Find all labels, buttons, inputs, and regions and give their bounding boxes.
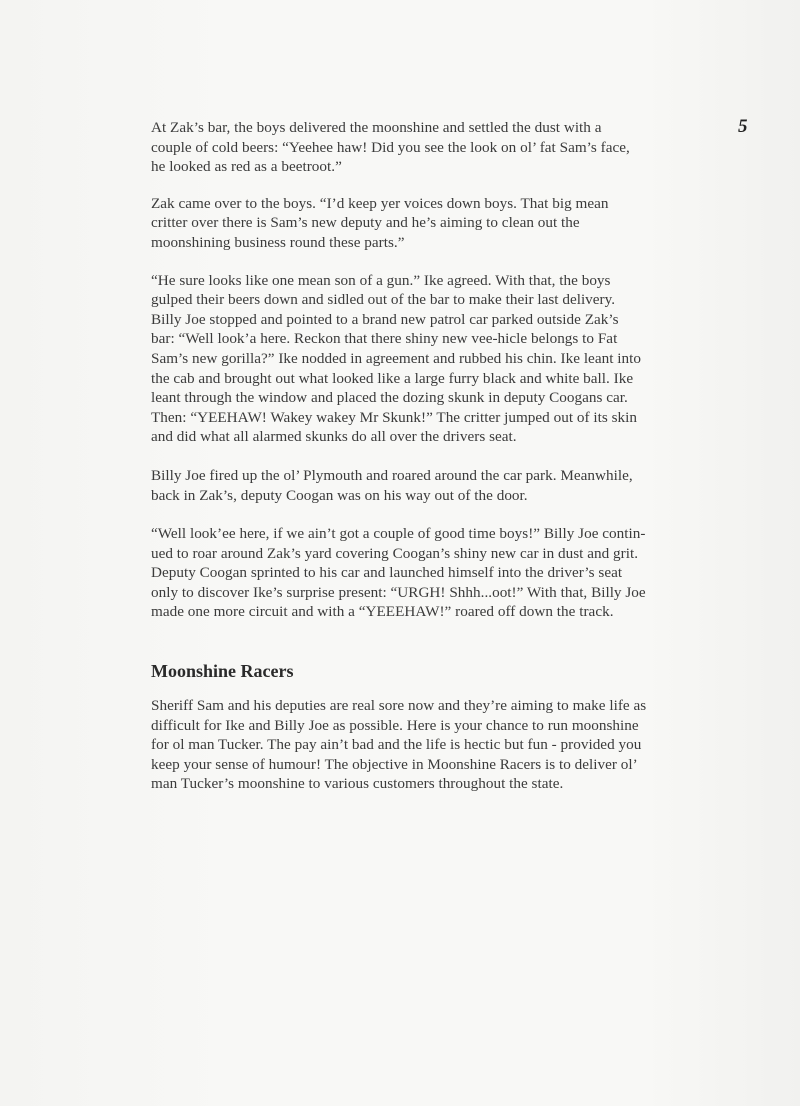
story-paragraph-5: “Well look’ee here, if we ain’t got a couple of good time boys!” Billy Joe contin- ued to roar around Zak’s yard covering Coogan’s shiny new car in dust and grit. Deputy Coogan sprinted to his car and launched himself into the driver’s seat only to discover Ike’s surprise present: “URGH! Shhh...oot!” With that, Billy Joe made one more circuit and with a “YEEEHAW!” roared off down the track. xyxy=(151,525,646,621)
story-paragraph-2: Zak came over to the boys. “I’d keep yer voices down boys. That big mean critter over there is Sam’s new deputy and he’s aiming to clean out the moonshining business round these parts.” xyxy=(151,194,609,251)
page-number: 5 xyxy=(738,116,748,137)
story-paragraph-1: At Zak’s bar, the boys delivered the moonshine and settled the dust with a couple of cold beers: “Yeehee haw! Did you see the look on ol’ fat Sam’s face, he looked as red as a beetroot.” xyxy=(151,119,630,176)
story-paragraph-4: Billy Joe fired up the ol’ Plymouth and roared around the car park. Meanwhile, back in Zak’s, deputy Coogan was on his way out of the door. xyxy=(151,466,633,504)
story-paragraph-3: “He sure looks like one mean son of a gun.” Ike agreed. With that, the boys gulped their beers down and sidled out of the bar to make their last delivery. Billy Joe stopped and pointed to a brand new patrol car parked outside Zak’s bar: “Well look’a here. Reckon that there shiny new vee-hicle belongs to Fat Sam’s new gorilla?” Ike nodded in agreement and rubbed his chin. Ike leant into the cab and brought out what looked like a large furry black and white ball. Ike leant through the window and placed the dozing skunk in deputy Coogans car. Then: “YEEHAW! Wakey wakey Mr Skunk!” The critter jumped out of its skin and did what all alarmed skunks do all over the drivers seat. xyxy=(151,271,641,446)
section-body: Sheriff Sam and his deputies are real sore now and they’re aiming to make life as difficult for Ike and Billy Joe as possible. Here is your chance to run moonshine for ol man Tucker. The pay ain’t bad and the life is hectic but fun - provided you keep your sense of humour! The objective in Moonshine Racers is to deliver ol’ man Tucker’s moonshine to various customers throughout the state. xyxy=(151,697,647,793)
section-heading: Moonshine Racers xyxy=(151,661,294,682)
page-content xyxy=(151,118,711,813)
